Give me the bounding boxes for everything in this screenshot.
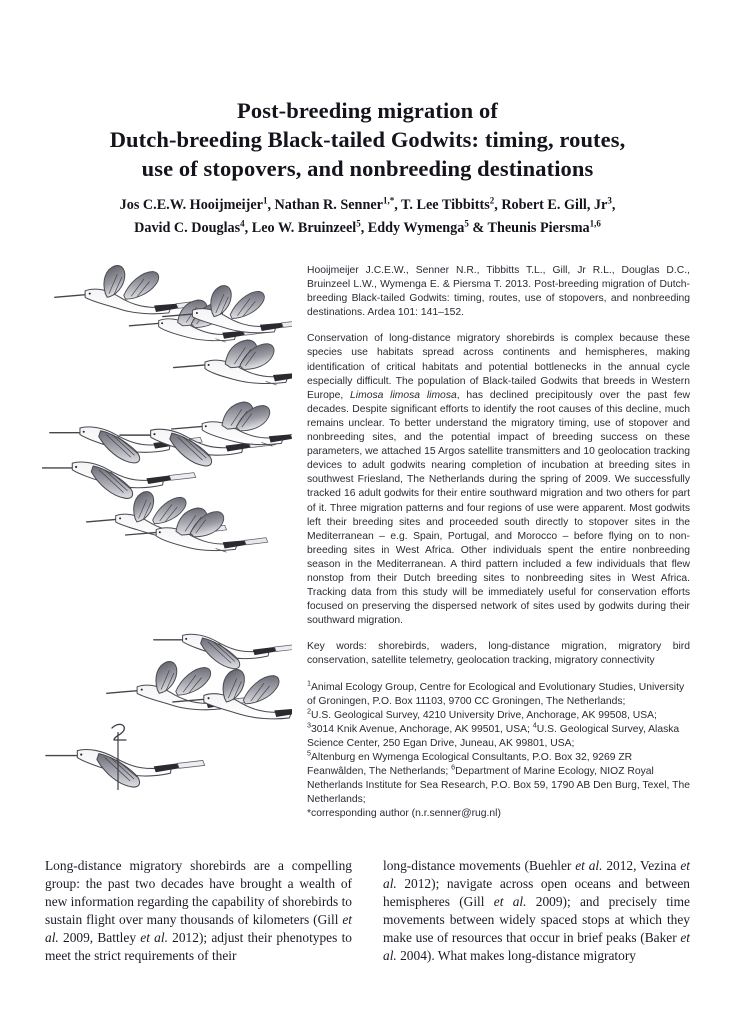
title-line-2: Dutch-breeding Black-tailed Godwits: timing, routes,: [109, 127, 626, 152]
body-right-etal-2: et al.: [383, 858, 690, 892]
body-right-etal-4: et al.: [383, 930, 690, 964]
author-wymenga: , Eddy Wymenga: [360, 220, 465, 236]
body-right-3: 2012); navigate across open oceans and between hemispheres (Gill: [383, 876, 690, 910]
body-left-etal-2: et al.: [140, 930, 168, 946]
body-right-4: 2009); and precisely time movements between widely spaced stops at which they make use of resources that occur in brief peaks (Baker: [383, 894, 690, 946]
author-line-1: [45, 194, 690, 217]
body-left-3: 2012); adjust their phenotypes to meet the strict requirements of their: [45, 930, 352, 964]
author-line-2: [45, 217, 690, 240]
species-name: Limosa limosa limosa: [350, 389, 457, 401]
body-right-1: long-distance movements (Buehler: [383, 858, 576, 873]
body-left-etal-1: et al.: [45, 912, 352, 946]
abstract-text: [307, 332, 690, 628]
author-sup-6: 5: [356, 218, 361, 229]
flying-godwits-flock-illustration: [42, 262, 292, 832]
body-right-2: 2012, Vezina: [602, 858, 681, 873]
author-douglas: David C. Douglas: [134, 220, 241, 236]
title-line-1: Post-breeding migration of: [237, 98, 498, 123]
affiliation-sup-3: 3: [307, 720, 311, 730]
affiliation-sup-2: 2: [307, 706, 311, 716]
godwit-bird-1: [55, 266, 201, 314]
body-right-etal-3: et al.: [493, 894, 527, 910]
author-list: [45, 194, 690, 240]
body-paragraph-right: [383, 857, 690, 966]
body-left-1: Long-distance migratory shorebirds are a compelling group: the past two decades have brought a wealth of new information regarding the capability of shorebirds to sustain flight over many thousands of kilometers (Gill: [45, 858, 352, 928]
affiliation-2: U.S. Geological Survey, 4210 University Drive, Anchorage, AK 99508, USA;: [311, 709, 657, 721]
body-text: [45, 857, 690, 966]
author-sup-1: 1: [262, 195, 268, 206]
author-gill: , Robert E. Gill, Jr: [494, 197, 608, 213]
author-sup-7: 5: [464, 218, 469, 229]
author-senner: , Nathan R. Senner: [267, 197, 383, 213]
affiliation-5: Altenburg en Wymenga Ecological Consultants, P.O. Box 32, 9269 ZR Feanwâlden, The Netherlands;: [307, 752, 633, 778]
body-right-etal-1: et al.: [575, 858, 603, 873]
body-column-right: [383, 857, 690, 966]
author-hooijmeijer: Jos C.E.W. Hooijmeijer: [119, 197, 263, 213]
affiliations-block: [307, 678, 690, 822]
affiliation-sup-6: 6: [451, 762, 456, 772]
affiliation-line-group-3: [307, 720, 690, 751]
affiliation-line-group-1: [307, 678, 690, 709]
affiliation-sup-5: 5: [307, 748, 311, 758]
body-column-left: [45, 857, 352, 966]
affiliation-line-group-4: [307, 748, 690, 807]
author-piersma: & Theunis Piersma: [468, 220, 590, 236]
author-sup-5: 4: [240, 218, 245, 229]
abstract-part-1: Conservation of long-distance migratory shorebirds is complex because these species use habitats spread across continents and hemispheres, making identification of critical habitats and potential bottlenecks in the annual cycle especially difficult. The population of Black-tailed Godwits that breeds in Western Europe,: [307, 333, 690, 401]
affiliation-1: Animal Ecology Group, Centre for Ecological and Evolutionary Studies, University of Groningen, P.O. Box 11103, 9700 CC Groningen, The Netherlands;: [307, 681, 685, 707]
body-left-2: 2009, Battley: [58, 930, 141, 946]
affiliation-line-group-2: [307, 706, 690, 723]
affiliation-6: Department of Marine Ecology, NIOZ Royal Netherlands Institute for Sea Research, P.O. Box 59, 1790 AB Den Burg, Texel, The Netherlands;: [307, 766, 690, 806]
author-sup-2: 1,*: [382, 195, 395, 206]
corresponding-author[interactable]: *corresponding author (n.r.senner@rug.nl): [307, 808, 501, 820]
body-paragraph-left: [45, 857, 352, 966]
affiliation-3: 3014 Knik Avenue, Anchorage, AK 99501, USA;: [311, 723, 533, 735]
citation-block: Hooijmeijer J.C.E.W., Senner N.R., Tibbitts T.L., Gill, Jr R.L., Douglas D.C., Bruinzeel L.W., Wymenga E. & Piersma T. 2013. Post-breeding migration of Dutch-breeding Black-tailed Godwits: timing, routes, use of stopovers, and nonbreeding destinations. Ardea 101: 141–152.: [307, 265, 690, 319]
keywords-block: Key words: shorebirds, waders, long-distance migration, migratory bird conservation, satellite telemetry, geolocation tracking, migratory connectivity: [307, 641, 690, 667]
affiliation-4: U.S. Geological Survey, Alaska Science Center, 250 Egan Drive, Juneau, AK 99801, USA;: [307, 723, 680, 749]
abstract-part-2: , has declined precipitously over the past few decades. Despite significant efforts to identify the root causes of this decline, much remains unclear. To better understand the migratory timing, use of stopover and nonbreeding sites, and the potential impact of breeding success on these parameters, we attached 15 Argos satellite transmitters and 10 geolocation tracking devices to adult godwits nearing completion of incubation at breeding sites in southwest Friesland, The Netherlands during the spring of 2009. We successfully tracked 16 adult godwits for their entire southward migration and two others for part of it. Three migration patterns and four regions of use were apparent. Most godwits left their breeding sites and proceeded south directly to stopover sites in the Mediterranean – e.g. Spain, Portugal, and Morocco – before flying on to non-breeding sites in West Africa. Other individuals spent the entire nonbreeding season in the Mediterranean. A third pattern included a few individuals that flew nonstop from their Dutch breeding sites to nonbreeding sites in West Africa. Tracking data from this study will be immediately useful for conservation efforts focused on preserving the dispersed network of sites used by godwits during their southward migration.: [307, 389, 691, 627]
affiliation-sup-4: 4: [532, 720, 537, 730]
abstract-column: [307, 264, 690, 821]
author-sup-3: 2: [489, 195, 495, 206]
author-sup-4: 3: [607, 195, 612, 206]
title-line-3: use of stopovers, and nonbreeding destinations: [141, 156, 594, 181]
page-title: [60, 96, 675, 183]
author-sup-8: 1,6: [589, 218, 601, 229]
affiliation-sup-1: 1: [307, 678, 311, 688]
author-bruinzeel: , Leo W. Bruinzeel: [244, 220, 357, 236]
godwit-bird-4: [174, 340, 292, 385]
author-line1-end: ,: [611, 197, 616, 213]
author-tibbitts: , T. Lee Tibbitts: [394, 197, 490, 213]
body-right-5: 2004). What makes long-distance migratory: [396, 948, 636, 964]
godwit-bird-8: [42, 462, 196, 498]
godwit-bird-14: [46, 750, 205, 788]
